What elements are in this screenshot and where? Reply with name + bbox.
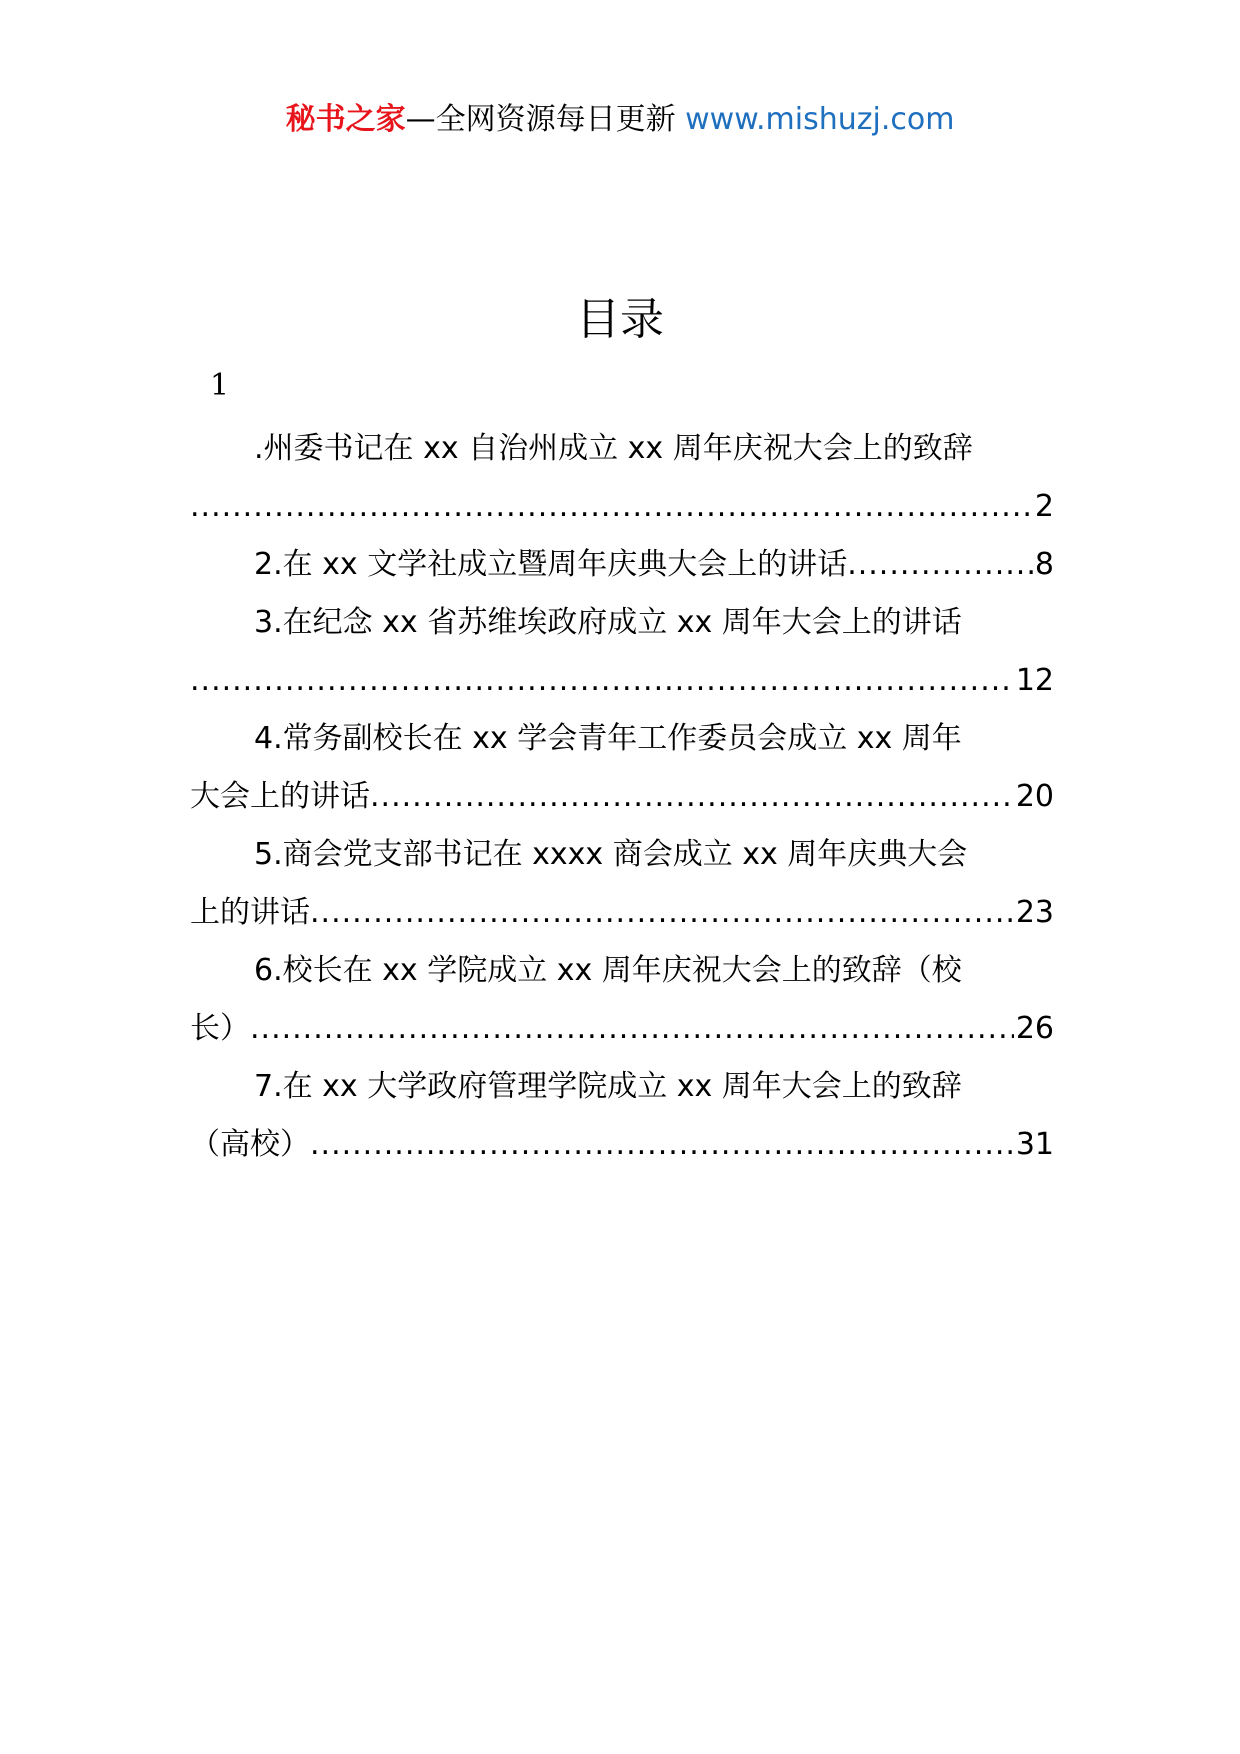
toc-page-number: 8 [1034, 547, 1054, 582]
toc-leader-dots [847, 536, 1033, 594]
site-header [0, 100, 1240, 140]
toc-page-number: 26 [1015, 1011, 1054, 1046]
site-url-link[interactable]: www.mishuzj.com [685, 102, 955, 137]
toc-entry-text: 2.在 xx 文学社成立暨周年庆典大会上的讲话 [254, 547, 848, 582]
toc-entry-5[interactable] [190, 826, 1054, 942]
toc-entry-1[interactable] [190, 420, 1054, 536]
toc-entry-text: .州委书记在 xx 自治州成立 xx 周年庆祝大会上的致辞 [254, 431, 973, 466]
toc-leader-dots [370, 768, 1014, 826]
stray-page-number: 1 [210, 368, 230, 403]
toc-entry-continuation: 长） [190, 1011, 250, 1046]
toc-page-number: 23 [1015, 895, 1054, 930]
toc-leader-dots [310, 1116, 1014, 1174]
toc-entry-4[interactable] [190, 710, 1054, 826]
toc-entry-text: 4.常务副校长在 xx 学会青年工作委员会成立 xx 周年 [254, 721, 962, 756]
toc-page-number: 2 [1034, 489, 1054, 524]
toc-entry-text: 7.在 xx 大学政府管理学院成立 xx 周年大会上的致辞 [254, 1069, 962, 1104]
toc-entry-continuation: （高校） [190, 1127, 310, 1162]
toc-page-number: 12 [1015, 663, 1054, 698]
toc-leader-dots [190, 478, 1033, 536]
toc-entry-text: 5.商会党支部书记在 xxxx 商会成立 xx 周年庆典大会 [254, 837, 968, 872]
table-of-contents [190, 420, 1054, 1174]
brand-name: 秘书之家 [285, 102, 406, 137]
toc-entry-continuation: 上的讲话 [190, 895, 310, 930]
toc-entry-text: 6.校长在 xx 学院成立 xx 周年庆祝大会上的致辞（校 [254, 953, 962, 988]
toc-page-number: 20 [1015, 779, 1054, 814]
toc-entry-3[interactable] [190, 594, 1054, 710]
toc-entry-text: 3.在纪念 xx 省苏维埃政府成立 xx 周年大会上的讲话 [254, 605, 962, 640]
toc-entry-6[interactable] [190, 942, 1054, 1058]
toc-page-number: 31 [1015, 1127, 1054, 1162]
toc-leader-dots [250, 1000, 1014, 1058]
toc-title: 目录 [576, 294, 664, 345]
toc-leader-dots [310, 884, 1014, 942]
toc-entry-2[interactable] [190, 536, 1054, 594]
toc-entry-continuation: 大会上的讲话 [190, 779, 370, 814]
toc-entry-7[interactable] [190, 1058, 1054, 1174]
toc-leader-dots [190, 652, 1014, 710]
slogan: —全网资源每日更新 [405, 102, 676, 137]
